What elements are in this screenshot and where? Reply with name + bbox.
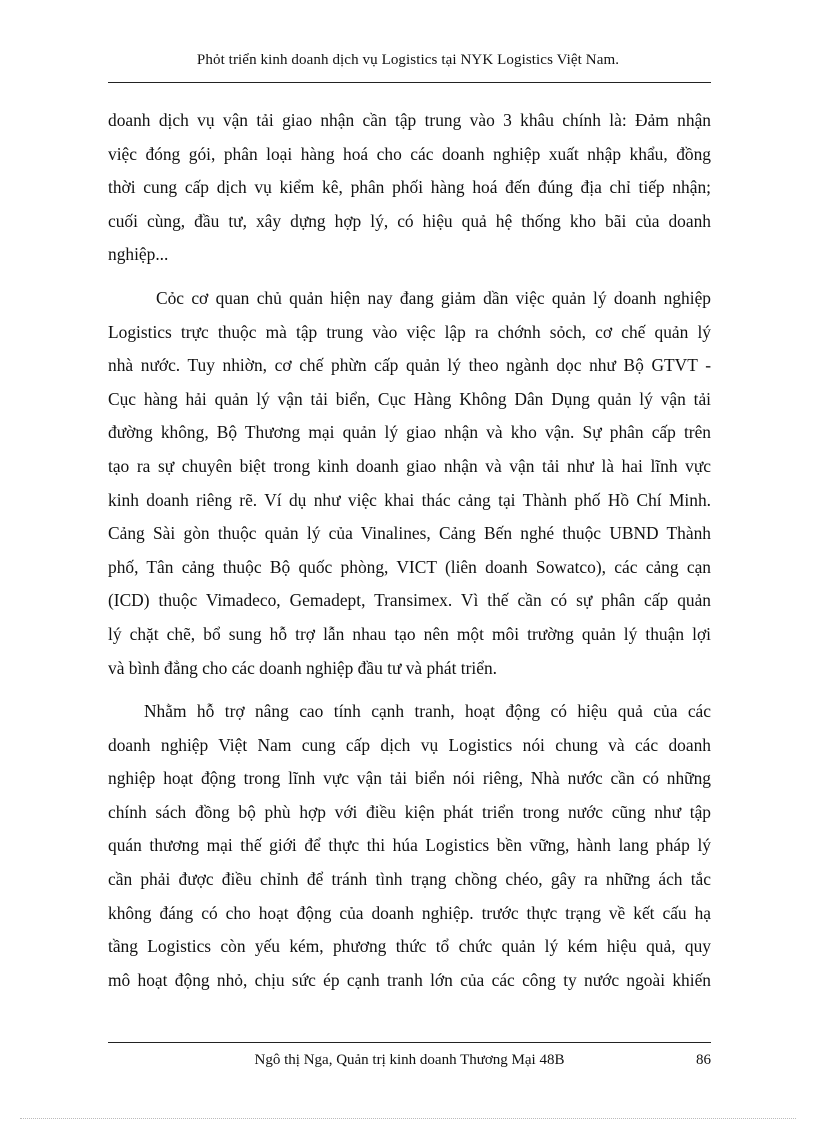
paragraph-2 — [108, 282, 711, 685]
text-line: không đáng có cho hoạt động của doanh nghiệp. trước thực trạng về kết cấu hạ — [108, 902, 711, 923]
text-line: việc đóng gói, phân loại hàng hoá cho các doanh nghiệp xuất nhập khẩu, đồng — [108, 143, 711, 164]
text-line: Nhằm hỗ trợ nâng cao tính cạnh tranh, hoạt động có hiệu quả của các — [144, 701, 711, 722]
text-line: lý chặt chẽ, bổ sung hỗ trợ lẫn nhau tạo nên một môi trường quản lý thuận lợi — [108, 623, 711, 644]
text-line: Cỏc cơ quan chủ quản hiện nay đang giảm dần việc quản lý doanh nghiệp — [156, 287, 711, 308]
text-line: nghiệp... — [108, 244, 169, 265]
text-line: (ICD) thuộc Vimadeco, Gemadept, Transimex. Vì thế cần có sự phân cấp quản — [108, 590, 711, 611]
body-text — [108, 104, 711, 997]
text-line: đường không, Bộ Thương mại quản lý giao nhận và kho vận. Sự phân cấp trên — [108, 422, 711, 443]
text-line: và bình đẳng cho các doanh nghiệp đầu tư và phát triển. — [108, 657, 497, 678]
text-line: mô hoạt động nhỏ, chịu sức ép cạnh tranh lớn của các công ty nước ngoài khiến — [108, 969, 711, 990]
text-line: doanh dịch vụ vận tải giao nhận cần tập trung vào 3 khâu chính là: Đảm nhận — [108, 110, 711, 130]
paragraph-3 — [108, 695, 711, 997]
text-line: Logistics trực thuộc mà tập trung vào việc lập ra chớnh sỏch, cơ chế quản lý — [108, 321, 711, 342]
text-line: Cảng Sài gòn thuộc quản lý của Vinalines, Cảng Bến nghé thuộc UBND Thành — [108, 523, 711, 544]
text-line: phố, Tân cảng thuộc Bộ quốc phòng, VICT (liên doanh Sowatco), các cảng cạn — [108, 556, 711, 577]
text-line: tạo ra sự chuyên biệt trong kinh doanh giao nhận và vận tải như là hai lĩnh vực — [108, 455, 711, 476]
text-line: cuối cùng, đầu tư, xây dựng hợp lý, có hiệu quả hệ thống kho bãi của doanh — [108, 210, 711, 231]
text-line: tầng Logistics còn yếu kém, phương thức tổ chức quản lý kém hiệu quả, quy — [108, 936, 711, 957]
text-line: kinh doanh riêng rẽ. Ví dụ như việc khai thác cảng tại Thành phố Hồ Chí Minh. — [108, 489, 711, 510]
page-number: 86 — [696, 1052, 711, 1068]
text-line: nghiệp hoạt động trong lĩnh vực vận tải biển nói riêng, Nhà nước cần có những — [108, 768, 711, 789]
page-edge-divider — [20, 1118, 796, 1119]
footer-author: Ngô thị Nga, Quản trị kinh doanh Thương Mại 48B — [254, 1052, 565, 1068]
text-line: cần phải được điều chỉnh để tránh tình trạng chồng chéo, gây ra những ách tắc — [108, 869, 711, 890]
text-line: chính sách đồng bộ phù hợp với điều kiện phát triển trong nước cũng như tập — [108, 801, 711, 822]
header-divider — [108, 82, 711, 83]
running-header: Phỏt triển kinh doanh dịch vụ Logistics tại NYK Logistics Việt Nam. — [196, 52, 620, 68]
text-line: doanh nghiệp Việt Nam cung cấp dịch vụ Logistics nói chung và các doanh — [108, 734, 711, 755]
text-line: thời cung cấp dịch vụ kiểm kê, phân phối hàng hoá đến đúng địa chỉ tiếp nhận; — [108, 177, 711, 198]
text-line: Cục hàng hải quản lý vận tải biển, Cục Hàng Không Dân Dụng quản lý vận tải — [108, 388, 711, 409]
text-line: quán thương mại thế giới để thực thi húa Logistics bền vững, hành lang pháp lý — [108, 835, 711, 856]
footer-divider — [108, 1042, 711, 1043]
paragraph-1 — [108, 104, 711, 272]
text-line: nhà nước. Tuy nhiờn, cơ chế phừn cấp quản lý theo ngành dọc như Bộ GTVT - — [108, 355, 711, 376]
